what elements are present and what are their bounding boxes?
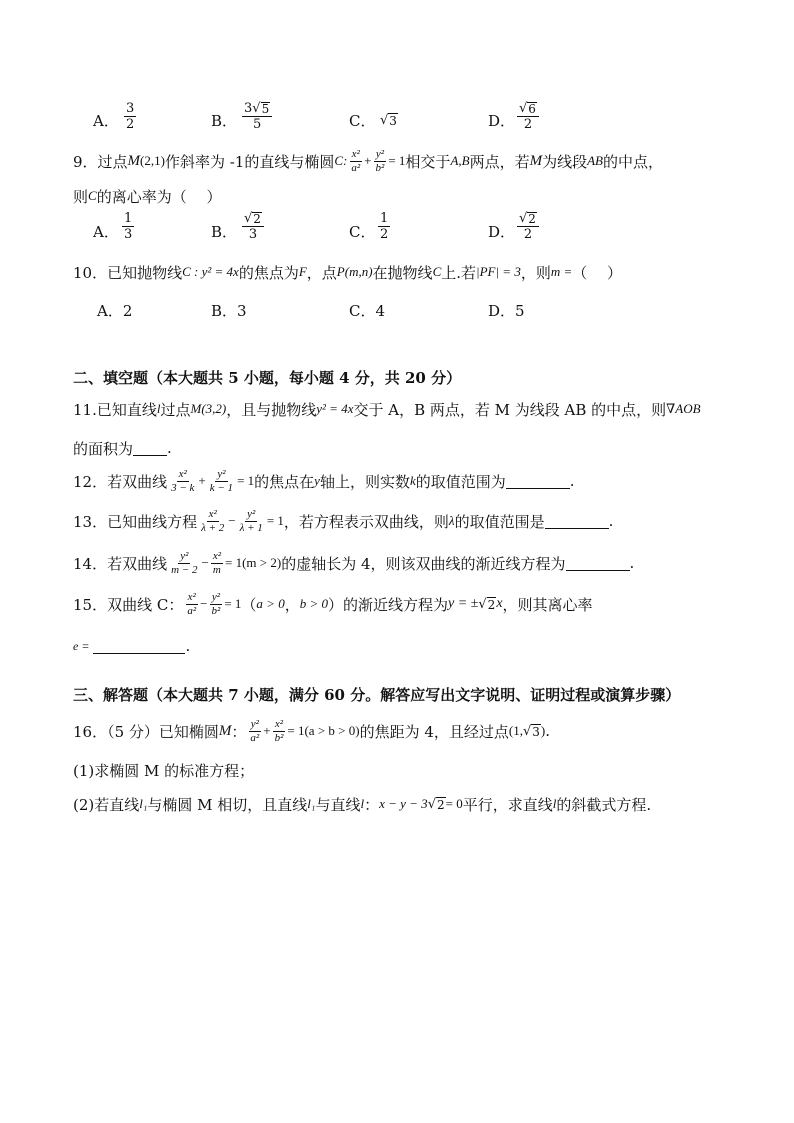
q14-answer-blank[interactable] <box>566 556 630 571</box>
q10-option-d: D．5 <box>488 301 525 320</box>
q11-answer-blank[interactable] <box>133 441 167 456</box>
q9-option-b-value: √ 2 3 <box>242 212 264 241</box>
q9-option-b-label: B． <box>211 222 238 241</box>
q8-option-b-value: 3 √ 5 5 <box>242 102 272 131</box>
q9-option-c-label: C． <box>349 222 376 241</box>
q9-frac-x: $\frac{\text{x²}}{\text{a²}}$ <box>351 147 361 174</box>
q9-option-c-value: $\frac{1}{2}$ <box>380 211 389 242</box>
q15-frac-x: $\frac{\text{x²}}{\text{a²}}$ <box>187 590 197 617</box>
q13-answer-blank[interactable] <box>545 514 609 529</box>
q9-frac-y: $\frac{\text{y²}}{\text{b²}}$ <box>375 147 385 174</box>
q12-answer-blank[interactable] <box>506 474 570 489</box>
q10-option-b: B．3 <box>211 301 247 320</box>
q9-option-a-label: A． <box>93 222 119 241</box>
q9-option-a-value: $\frac{1}{3}$ <box>124 211 133 242</box>
q16-frac-x: $\frac{\text{x²}}{\text{b²}}$ <box>274 717 284 744</box>
q12-stem: 12．若双曲线 $\frac{\text{x²}}{3 - k}$ + $\frac{\text{y²}}{k - 1}$ = 1 的焦点在 y 轴上，则实数 k 的取值范围为 . <box>73 467 575 494</box>
q16-stem: 16．（5 分）已知椭圆 M ： $\frac{\text{y²}}{\text{a²}}$ + $\frac{\text{x²}}{\text{b²}}$ = 1(a > b > 0) 的焦距为 4，且经过点 (1, √ 3 ) . <box>73 717 551 744</box>
q15-answer-blank[interactable] <box>93 639 185 654</box>
section-3-heading: 三、解答题（本大题共 7 小题，满分 60 分。解答应写出文字说明、证明过程或演算步骤） <box>73 686 681 704</box>
q13-frac-x: $\frac{\text{x²}}{\lambda + 2}$ <box>201 507 225 534</box>
q10-stem: 10．已知抛物线 C : y² = 4x 的焦点为 F ，点 P(m,n) 在抛物线 C 上.若 |PF| = 3 ，则 m = （ ） <box>73 263 623 282</box>
q9-option-d-label: D． <box>488 222 516 241</box>
q14-frac-y: $\frac{\text{y²}}{m - 2}$ <box>171 549 198 576</box>
q16-part-2: (2)若直线 l₁ 与椭圆 M 相切，且直线 l₁ 与直线 l ： x − y − 3 √ 2 = 0 平行，求直线 l 的斜截式方程. <box>73 795 652 814</box>
q15-sqrt: √ 2 <box>478 596 496 612</box>
q8-option-c-value: √ 3 <box>380 112 397 128</box>
q15-frac-y: $\frac{\text{y²}}{\text{b²}}$ <box>211 590 221 617</box>
q15-stem-line2: e = . <box>73 637 191 655</box>
q14-frac-x: $\frac{\text{x²}}{m}$ <box>212 549 221 576</box>
q9-stem-line2: 则 C 的离心率为（ ） <box>73 187 222 206</box>
q16-sqrt: √ 3 <box>522 723 540 739</box>
q11-stem-line2: 的面积为 . <box>73 439 172 458</box>
q12-frac-y: $\frac{\text{y²}}{k - 1}$ <box>209 467 234 494</box>
q10-option-c: C．4 <box>349 301 386 320</box>
q13-frac-y: $\frac{\text{y²}}{\lambda + 1}$ <box>239 507 263 534</box>
q8-option-b-label: B． <box>211 111 238 130</box>
q16-frac-y: $\frac{\text{y²}}{\text{a²}}$ <box>250 717 260 744</box>
q8-option-d-label: D． <box>488 111 516 130</box>
q15-stem: 15．双曲线 C： $\frac{\text{x²}}{\text{a²}}$ − $\frac{\text{y²}}{\text{b²}}$ = 1 （ a > 0 ， b > 0 ）的渐近线方程为 y = ± √ 2 x ，则其离心率 <box>73 590 593 617</box>
q16-part-1: (1)求椭圆 M 的标准方程； <box>73 761 255 780</box>
q8-option-d-value: √ 6 2 <box>517 102 539 131</box>
q8-option-a-label: A． <box>93 111 119 130</box>
q8-option-a-value: $\frac{3}{2}$ <box>126 101 135 132</box>
q13-stem: 13．已知曲线方程 $\frac{\text{x²}}{\lambda + 2}$ − $\frac{\text{y²}}{\lambda + 1}$ = 1 ，若方程表示双曲线，则 λ 的取值范围是 . <box>73 507 614 534</box>
q9-option-d-value: √ 2 2 <box>517 212 539 241</box>
q9-stem: 9．过点 M (2,1) 作斜率为 -1的直线与椭圆 C: $\frac{\text{x²}}{\text{a²}}$ + $\frac{\text{y²}}{\text{b²}}$ = 1 相交于 A,B 两点，若 M 为线段 AB 的中点， <box>73 147 664 174</box>
q10-option-a: A．2 <box>97 301 133 320</box>
q11-stem: 11.已知直线 l 过点 M(3,2) ，且与抛物线 y² = 4x 交于 A，B 两点，若 M 为线段 AB 的中点，则 ∇AOB <box>73 400 701 419</box>
q16-line-sqrt: √ 2 <box>427 796 445 812</box>
section-2-heading: 二、填空题（本大题共 5 小题，每小题 4 分，共 20 分） <box>73 369 462 387</box>
q12-frac-x: $\frac{\text{x²}}{3 - k}$ <box>171 467 195 494</box>
q14-stem: 14．若双曲线 $\frac{\text{y²}}{m - 2}$ − $\frac{\text{x²}}{m}$ = 1(m > 2) 的虚轴长为 4，则该双曲线的渐近线方程为 . <box>73 549 635 576</box>
q8-option-c-label: C． <box>349 111 376 130</box>
